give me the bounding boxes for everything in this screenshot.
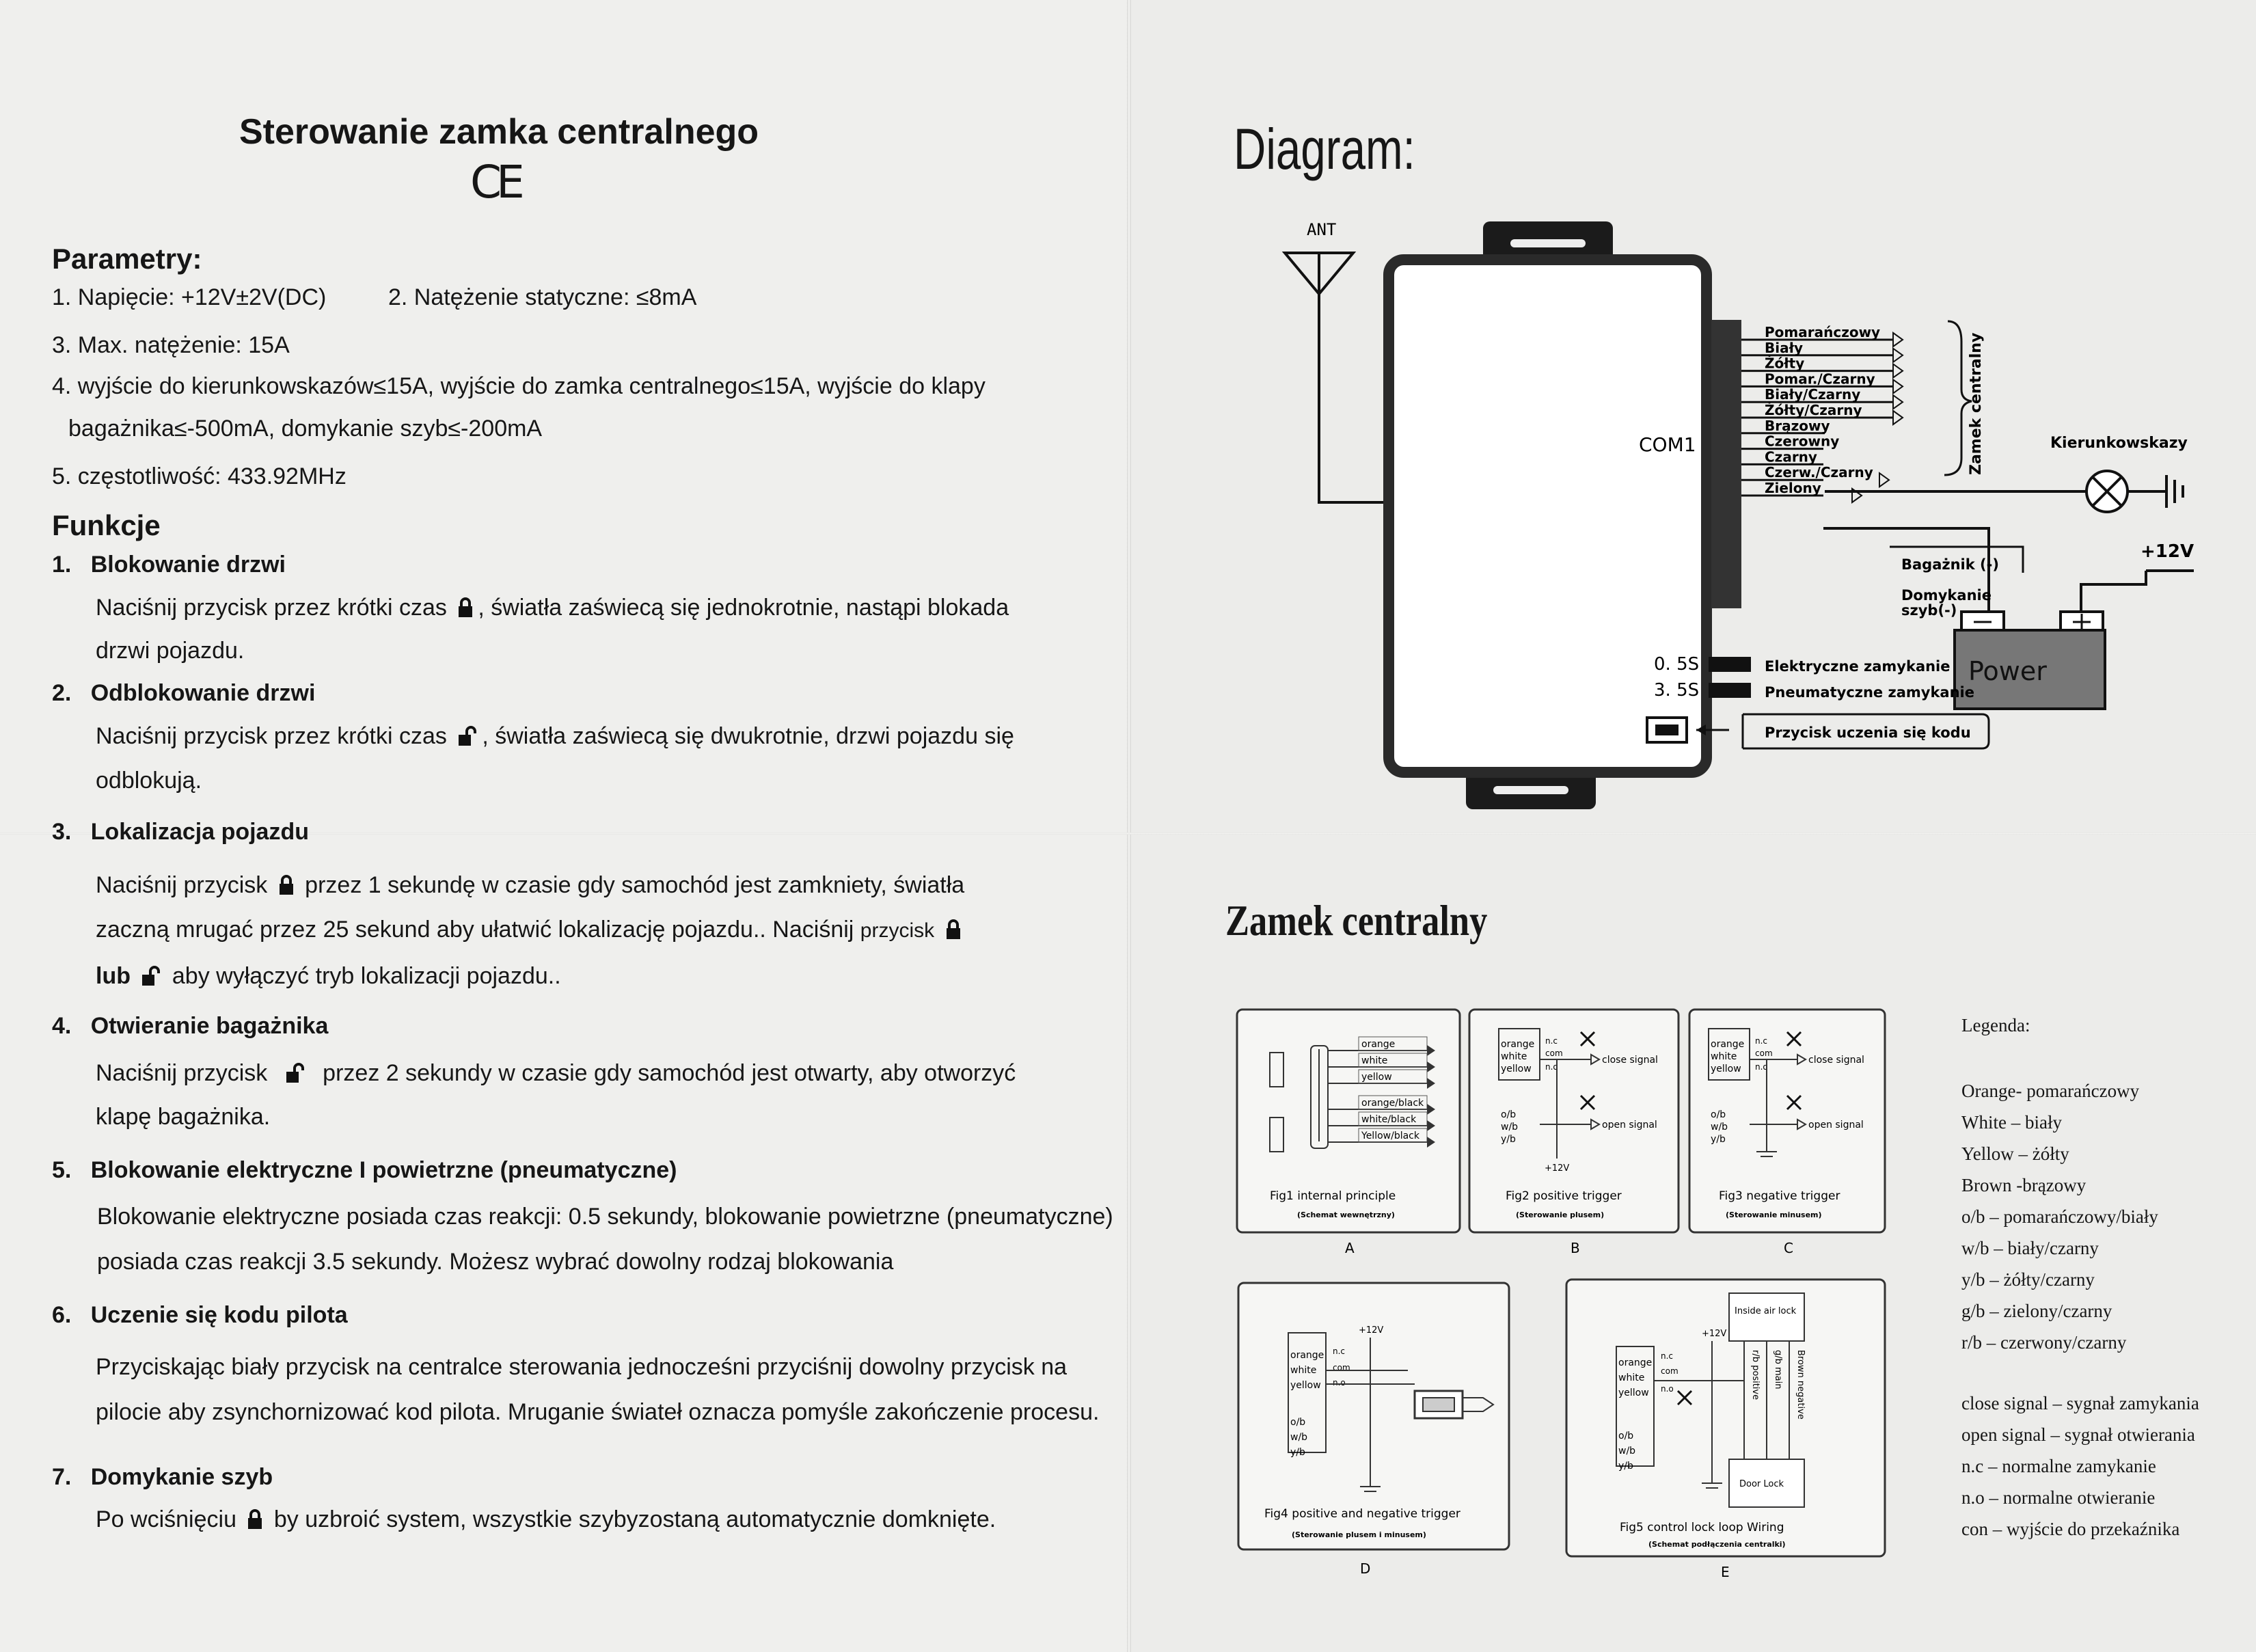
function-3-name: Lokalizacja pojazdu	[90, 819, 310, 845]
function-6-name: Uczenie się kodu pilota	[90, 1302, 348, 1328]
text: przycisk	[860, 919, 935, 942]
text: Brown negative	[1795, 1350, 1806, 1420]
arrow-icon	[1893, 411, 1903, 424]
text: n.c	[1661, 1351, 1674, 1361]
inside-air-lock-box	[1729, 1293, 1804, 1341]
text: orange	[1618, 1357, 1653, 1368]
fig5-control-lock-loop-wiring	[1565, 1278, 1886, 1582]
kierunkowskazy-label: Kierunkowskazy	[2050, 435, 2188, 452]
text: Inside air lock	[1735, 1306, 1797, 1316]
text: Door Lock	[1739, 1479, 1784, 1489]
function-4-line2: klapę bagażnika.	[96, 1104, 271, 1130]
text: com	[1661, 1366, 1679, 1376]
fig1-wire-label: orange	[1361, 1039, 1396, 1050]
text: white	[1618, 1372, 1645, 1383]
function-7-num: 7.	[52, 1464, 72, 1490]
zamek-centralny-title: Zamek centralny	[1225, 896, 1488, 945]
fig3-sub: (Sterowanie minusem)	[1726, 1210, 1822, 1219]
fig4-sub: (Sterowanie plusem i minusem)	[1292, 1530, 1426, 1539]
function-3-title	[52, 819, 309, 845]
fig3-caption: Fig3 negative trigger	[1719, 1189, 1840, 1203]
wire-label: Czerowny	[1765, 433, 1840, 450]
text: Naciśnij przycisk	[96, 1060, 268, 1086]
text: open signal	[1602, 1120, 1657, 1130]
function-2-line2: odblokują.	[96, 768, 202, 794]
fig4-letter: D	[1360, 1560, 1371, 1577]
legend-item: con – wyjście do przekaźnika	[1961, 1519, 2180, 1539]
text: n.c	[1333, 1346, 1346, 1356]
function-6-num: 6.	[52, 1302, 72, 1328]
text: aby wyłączyć tryb lokalizacji pojazdu..	[172, 963, 561, 989]
function-4-name: Otwieranie bagażnika	[90, 1013, 329, 1039]
fig5-caption: Fig5 control lock loop Wiring	[1620, 1521, 1784, 1534]
text: by uzbroić system, wszystkie szybyzostaną automatycznie domknięte.	[273, 1506, 996, 1532]
text: w/b	[1290, 1432, 1308, 1443]
function-5-name: Blokowanie elektryczne I powietrzne (pneumatyczne)	[90, 1157, 677, 1183]
arrow-icon	[1893, 333, 1903, 347]
text: , światła zaświecą się jednokrotnie, nastąpi blokada	[478, 595, 1009, 621]
function-7-line1	[96, 1506, 996, 1534]
function-6-line1: Przyciskając biały przycisk na centralce sterowania jednocześni przyciśnij dowolny przycisk na	[96, 1354, 1068, 1380]
legend-item: o/b – pomarańczowy/biały	[1961, 1206, 2158, 1227]
legend-colors	[1961, 1075, 2158, 1358]
text: o/b	[1501, 1109, 1517, 1120]
function-5-title	[52, 1157, 677, 1184]
text: y/b	[1618, 1461, 1633, 1472]
page-fold	[1127, 0, 1131, 1652]
text: white	[1711, 1051, 1737, 1062]
fig1-wire-label: white	[1361, 1055, 1388, 1066]
function-5-line1: Blokowanie elektryczne posiada czas reakcji: 0.5 sekundy, blokowanie powietrzne (pneumatyczne)	[97, 1204, 1113, 1230]
legend-item: y/b – żółty/czarny	[1961, 1269, 2095, 1290]
lock-closed-icon	[945, 919, 962, 940]
function-3-line2	[96, 916, 966, 944]
text: w/b	[1501, 1122, 1519, 1133]
wire-label: Biały	[1765, 339, 1804, 356]
text: open signal	[1808, 1120, 1864, 1130]
text: y/b	[1501, 1134, 1516, 1145]
domykanie-label-2: szyb(-)	[1901, 602, 1957, 619]
legend-item: Orange- pomarańczowy	[1961, 1081, 2140, 1101]
text: com	[1755, 1048, 1773, 1058]
wire-label: Pomarańczowy	[1765, 324, 1881, 340]
text: orange	[1290, 1350, 1324, 1361]
function-5-line2: posiada czas reakcji 3.5 sekundy. Możesz wybrać dowolny rodzaj blokowania	[97, 1249, 894, 1275]
text: n.o	[1661, 1384, 1674, 1394]
text: Po wciśnięciu	[96, 1506, 236, 1532]
fig1-sub: (Schemat wewnętrzny)	[1297, 1210, 1395, 1219]
text: zaczną mrugać przez 25 sekund aby ułatwić lokalizację pojazdu.. Naciśnij	[96, 917, 854, 943]
fig1-wire-label: yellow	[1361, 1072, 1392, 1083]
fig1-wire-label: Yellow/black	[1361, 1130, 1419, 1141]
text: com	[1545, 1048, 1563, 1058]
lock-open-icon	[457, 726, 478, 746]
text: Naciśnij przycisk przez krótki czas	[96, 723, 447, 749]
parametry-heading: Parametry:	[52, 243, 202, 275]
wire-label: Brązowy	[1765, 417, 1830, 434]
function-5-num: 5.	[52, 1157, 72, 1183]
wire-label: Czarny	[1765, 448, 1817, 465]
legend-item: close signal – sygnał zamykania	[1961, 1393, 2199, 1413]
bagaznik-label: Bagażnik (-)	[1901, 556, 1999, 573]
text: white	[1290, 1365, 1317, 1376]
text: n.o	[1545, 1062, 1558, 1072]
function-4-title	[52, 1013, 328, 1040]
text: Naciśnij przycisk	[96, 872, 268, 898]
fig1-internal-principle	[1236, 1008, 1461, 1254]
wire-label: Zielony	[1765, 480, 1821, 496]
text: przez 2 sekundy w czasie gdy samochód jest otwarty, aby otworzyć	[323, 1060, 1016, 1086]
funkcje-heading: Funkcje	[52, 509, 161, 541]
fig1-caption: Fig1 internal principle	[1270, 1189, 1396, 1203]
text: +12V	[1702, 1329, 1727, 1339]
wire-list	[1741, 324, 1903, 502]
text: r/b positive	[1750, 1350, 1761, 1400]
lock-closed-icon	[457, 597, 474, 618]
function-2-title	[52, 680, 315, 707]
horizontal-crease	[0, 832, 2256, 835]
text: w/b	[1618, 1446, 1636, 1457]
plus12v-label: +12V	[2141, 541, 2194, 562]
fig2-positive-trigger	[1468, 1008, 1680, 1254]
text: orange	[1501, 1039, 1535, 1050]
s35-label: 3. 5S	[1654, 680, 1700, 701]
function-1-title	[52, 552, 286, 578]
connector-block	[1711, 320, 1741, 608]
przycisk-label: Przycisk uczenia się kodu	[1765, 725, 1971, 741]
fig4-caption: Fig4 positive and negative trigger	[1264, 1507, 1460, 1521]
fig2-letter: B	[1571, 1240, 1580, 1254]
fig2-sub: (Sterowanie plusem)	[1516, 1210, 1605, 1219]
function-6-line2: pilocie aby zsynchornizować kod pilota. Mruganie świateł oznacza pomyśle zakończenie procesu.	[96, 1399, 1100, 1425]
fig4-positive-negative-trigger	[1237, 1282, 1510, 1579]
lock-closed-icon	[278, 875, 295, 895]
wire-label: Żółty/Czarny	[1765, 402, 1862, 418]
function-6-title	[52, 1302, 348, 1329]
text: n.c	[1755, 1036, 1768, 1046]
text: n.c	[1545, 1036, 1558, 1046]
power-label: Power	[1968, 656, 2047, 686]
fig1-wire-label: white/black	[1361, 1114, 1417, 1125]
function-7-title	[52, 1464, 273, 1491]
legend-item: g/b – zielony/czarny	[1961, 1301, 2112, 1321]
function-1-name: Blokowanie drzwi	[90, 552, 286, 578]
legend-item: n.c – normalne zamykanie	[1961, 1456, 2156, 1476]
param-4b: bagażnika≤-500mA, domykanie szyb≤-200mA	[68, 416, 543, 442]
text: com	[1333, 1363, 1350, 1372]
function-1-line2: drzwi pojazdu.	[96, 638, 245, 664]
fig5-sub: (Schemat podłączenia centralki)	[1648, 1540, 1786, 1549]
arrow-icon	[1893, 349, 1903, 362]
fig5-letter: E	[1721, 1564, 1730, 1580]
text: yellow	[1618, 1387, 1649, 1398]
text: g/b main	[1773, 1350, 1783, 1390]
arrow-icon	[1893, 395, 1903, 409]
legend-item: White – biały	[1961, 1112, 2062, 1133]
param-5: 5. częstotliwość: 433.92MHz	[52, 463, 346, 489]
text: +12V	[1359, 1325, 1384, 1336]
fig2-caption: Fig2 positive trigger	[1506, 1189, 1622, 1203]
lock-open-icon	[141, 966, 161, 986]
param-4a: 4. wyjście do kierunkowskazów≤15A, wyjście do zamka centralnego≤15A, wyjście do klapy	[52, 373, 986, 399]
legend-item: w/b – biały/czarny	[1961, 1238, 2099, 1258]
arrow-icon	[1893, 379, 1903, 393]
ant-label: ANT	[1307, 220, 1337, 239]
wire-label: Żółty	[1765, 355, 1805, 372]
function-3-line1	[96, 871, 964, 899]
arrow-icon	[1879, 473, 1889, 487]
function-3-num: 3.	[52, 819, 72, 845]
wire-label: Pomar./Czarny	[1765, 370, 1875, 388]
fig1-wire-label: orange/black	[1361, 1098, 1424, 1109]
diagram-title: Diagram:	[1234, 117, 1415, 181]
legend-item: n.o – normalne otwieranie	[1961, 1487, 2156, 1508]
param-2: 2. Natężenie statyczne: ≤8mA	[388, 284, 697, 310]
fig3-negative-trigger	[1688, 1008, 1893, 1254]
text: o/b	[1290, 1417, 1306, 1428]
function-2-line1	[96, 722, 1014, 750]
elektryczne-label: Elektryczne zamykanie	[1765, 658, 1951, 675]
domykanie-label-1: Domykanie	[1901, 587, 1992, 604]
text: , światła zaświecą się dwukrotnie, drzwi pojazdu się	[482, 723, 1014, 749]
arrow-icon	[1893, 364, 1903, 378]
wire-label: Biały/Czarny	[1765, 386, 1861, 403]
text: y/b	[1290, 1447, 1305, 1458]
text: o/b	[1711, 1109, 1726, 1120]
function-1-line1	[96, 594, 1009, 622]
legend-item: open signal – sygnał otwierania	[1961, 1424, 2195, 1445]
function-2-num: 2.	[52, 680, 72, 706]
text: przez 1 sekundę w czasie gdy samochód jest zamkniety, światła	[305, 872, 965, 898]
text: w/b	[1711, 1122, 1728, 1133]
function-3-line3	[96, 962, 561, 990]
pneumatyczne-label: Pneumatyczne zamykanie	[1765, 684, 1974, 701]
ce-mark: CE	[470, 156, 519, 208]
wire-label: Czerw./Czarny	[1765, 464, 1873, 481]
function-1-num: 1.	[52, 552, 72, 578]
legend-signals	[1961, 1387, 2199, 1545]
text: yellow	[1290, 1380, 1321, 1391]
text: close signal	[1808, 1055, 1864, 1066]
wiring-diagram	[1278, 212, 2201, 820]
text: orange	[1711, 1039, 1745, 1050]
zamek-centralny-vertical: Zamek centralny	[1968, 332, 1985, 475]
text: close signal	[1602, 1055, 1658, 1066]
document-title: Sterowanie zamka centralnego	[239, 112, 759, 152]
legend-item: r/b – czerwony/czarny	[1961, 1332, 2127, 1353]
text: n.o	[1333, 1378, 1346, 1387]
com1-label: COM1	[1639, 433, 1696, 456]
text: Naciśnij przycisk przez krótki czas	[96, 595, 447, 621]
param-1: 1. Napięcie: +12V±2V(DC)	[52, 284, 327, 310]
legend-heading: Legenda:	[1961, 1015, 2030, 1035]
function-4-num: 4.	[52, 1013, 72, 1039]
text: +12V	[1545, 1163, 1570, 1174]
legend-item: Yellow – żółty	[1961, 1143, 2069, 1164]
legend-item: Brown -brązowy	[1961, 1175, 2087, 1195]
text: y/b	[1711, 1134, 1726, 1145]
text: n.o	[1755, 1062, 1768, 1072]
text: yellow	[1711, 1064, 1741, 1074]
text: white	[1501, 1051, 1527, 1062]
fig3-letter: C	[1784, 1240, 1793, 1254]
text: lub	[96, 963, 131, 989]
function-7-name: Domykanie szyb	[90, 1464, 273, 1490]
lock-open-icon	[284, 1063, 307, 1083]
s05-label: 0. 5S	[1654, 654, 1700, 675]
lock-closed-icon	[247, 1509, 263, 1530]
param-3: 3. Max. natężenie: 15A	[52, 332, 290, 358]
function-2-name: Odblokowanie drzwi	[90, 680, 316, 706]
fig1-letter: A	[1345, 1240, 1355, 1254]
text: o/b	[1618, 1431, 1634, 1441]
function-4-line1	[96, 1059, 1016, 1087]
text: yellow	[1501, 1064, 1532, 1074]
